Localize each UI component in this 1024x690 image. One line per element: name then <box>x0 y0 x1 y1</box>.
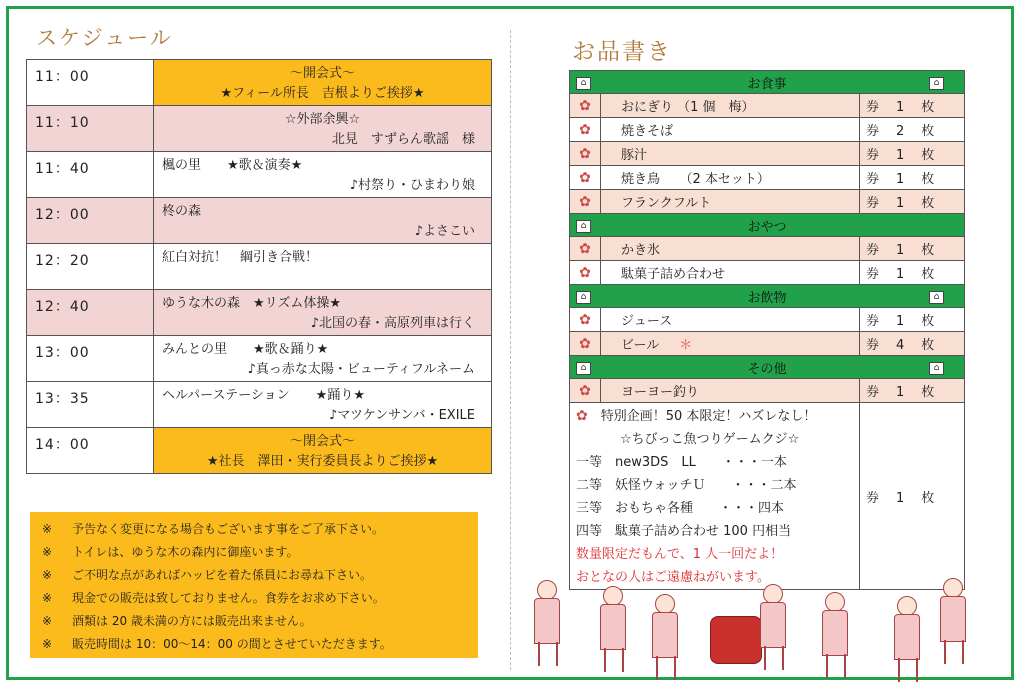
flower-icon-cell <box>570 190 601 214</box>
note-text: 予告なく変更になる場合もございます事をご了承下さい。 <box>72 522 385 536</box>
special-event-row <box>570 403 965 590</box>
note-mark: ※ <box>42 522 53 536</box>
note-item <box>42 564 478 587</box>
note-item <box>42 541 478 564</box>
flower-icon-cell <box>570 308 601 332</box>
category-icon: ⌂ <box>576 291 591 304</box>
flower-icon: ✿ <box>579 335 591 352</box>
note-mark: ※ <box>42 637 53 651</box>
flower-icon: ✿ <box>579 169 591 186</box>
note-item <box>42 633 478 656</box>
schedule-row <box>27 428 492 474</box>
prize-line: 三等 おもちゃ各種 ・・・四本 <box>576 501 785 516</box>
drum-icon <box>710 616 762 664</box>
schedule-time: 13：35 <box>27 382 154 428</box>
dancer-figure <box>650 594 678 684</box>
special-title: 特別企画！50 本限定！ハズレなし！ <box>600 409 817 424</box>
note-mark: ※ <box>42 568 53 582</box>
schedule-event <box>154 198 492 244</box>
menu-item-ticket: 券 1 枚 <box>860 94 965 118</box>
menu-item-ticket: 券 1 枚 <box>860 237 965 261</box>
flower-icon: ✿ <box>579 311 591 328</box>
event-title: 楓の里 ★歌＆演奏★ <box>162 158 303 173</box>
note-item <box>42 610 478 633</box>
schedule-time: 14：00 <box>27 428 154 474</box>
schedule-time: 12：20 <box>27 244 154 290</box>
schedule-row <box>27 290 492 336</box>
menu-item-row <box>570 166 965 190</box>
flower-icon-cell <box>570 261 601 285</box>
menu-item-ticket: 券 1 枚 <box>860 261 965 285</box>
item-name-text: 豚汁 <box>621 148 648 163</box>
flower-icon-cell <box>570 94 601 118</box>
schedule-time: 11：00 <box>27 60 154 106</box>
note-mark: ※ <box>42 591 53 605</box>
event-title: ゆうな木の森 ★リズム体操★ <box>162 296 342 311</box>
category-icon: ⌂ <box>929 291 944 304</box>
schedule-time: 13：00 <box>27 336 154 382</box>
menu-item-name <box>601 166 860 190</box>
alcohol-mark: ＊ <box>679 338 693 353</box>
category-icon: ⌂ <box>576 77 591 90</box>
schedule-event <box>154 106 492 152</box>
menu-category-row <box>570 356 965 379</box>
item-name-text: ジュース <box>621 314 673 329</box>
schedule-event <box>154 244 492 290</box>
category-title: お飲物 <box>747 290 787 306</box>
event-detail <box>162 268 483 288</box>
event-detail: ♪マツケンサンバ・EXILE <box>329 408 475 423</box>
event-title: ～閉会式～ <box>289 434 355 449</box>
schedule-time: 11：10 <box>27 106 154 152</box>
schedule-event <box>154 336 492 382</box>
note-item <box>42 587 478 610</box>
event-title: ～開会式～ <box>289 66 355 81</box>
category-icon: ⌂ <box>929 77 944 90</box>
note-item <box>42 518 478 541</box>
event-detail: 北見 すずらん歌謡 様 <box>331 132 475 147</box>
dancer-figure <box>892 596 920 686</box>
menu-table <box>569 70 965 590</box>
category-title: その他 <box>747 361 787 377</box>
schedule-heading: スケジュール <box>36 26 173 50</box>
menu-item-row <box>570 94 965 118</box>
flower-icon-cell <box>570 379 601 403</box>
flower-icon-cell <box>570 237 601 261</box>
schedule-event <box>154 382 492 428</box>
menu-category-row <box>570 214 965 237</box>
item-name-text: かき氷 <box>621 243 661 258</box>
menu-item-row <box>570 261 965 285</box>
flower-icon: ✿ <box>579 121 591 138</box>
prize-line: 四等 駄菓子詰め合わせ 100 円相当 <box>576 524 792 539</box>
menu-heading: お品書き <box>572 39 672 65</box>
schedule-row <box>27 382 492 428</box>
event-detail: ♪真っ赤な太陽・ビューティフルネーム <box>247 362 475 377</box>
event-detail: ♪北国の春・高原列車は行く <box>310 316 475 331</box>
event-detail: ♪よさこい <box>414 224 475 239</box>
menu-item-ticket: 券 1 枚 <box>860 190 965 214</box>
menu-category <box>570 356 965 379</box>
menu-item-name <box>601 118 860 142</box>
dancer-figure <box>820 592 848 682</box>
menu-item-row <box>570 332 965 356</box>
item-name-text: 駄菓子詰め合わせ <box>621 267 726 282</box>
menu-item-row <box>570 118 965 142</box>
dancers-illustration <box>520 572 980 682</box>
notes-box <box>30 512 478 658</box>
menu-item-row <box>570 237 965 261</box>
item-name-text: 焼きそば <box>621 124 674 139</box>
special-note: おとなの人はご遠慮ねがいます。 <box>576 570 770 585</box>
schedule-row <box>27 244 492 290</box>
flower-icon: ✿ <box>579 382 591 399</box>
schedule-row <box>27 198 492 244</box>
prize-line: 二等 妖怪ウォッチＵ ・・・二本 <box>576 478 797 493</box>
item-name-text: ビール <box>621 338 660 353</box>
note-text: 酒類は 20 歳未満の方には販売出来ません。 <box>72 614 312 628</box>
item-name-text: ヨーヨー釣り <box>621 385 700 400</box>
schedule-row <box>27 336 492 382</box>
menu-item-name <box>601 308 860 332</box>
flower-icon: ✿ <box>579 97 591 114</box>
prize-line: 一等 new3DS LL ・・・一本 <box>576 455 787 470</box>
menu-item-name <box>601 261 860 285</box>
menu-item-name <box>601 94 860 118</box>
event-detail: ★フィール所長 吉根よりご挨拶★ <box>220 86 425 101</box>
category-icon: ⌂ <box>576 362 591 375</box>
schedule-row <box>27 152 492 198</box>
menu-item-name <box>601 379 860 403</box>
center-divider <box>510 30 511 670</box>
flower-icon: ✿ <box>579 145 591 162</box>
event-title: みんとの里 ★歌＆踊り★ <box>162 342 329 357</box>
menu-category <box>570 71 965 94</box>
schedule-row <box>27 106 492 152</box>
menu-item-name <box>601 190 860 214</box>
schedule-time: 12：40 <box>27 290 154 336</box>
dancer-figure <box>938 578 966 668</box>
special-note: 数量限定だもんで、1 人一回だよ！ <box>576 547 784 562</box>
category-title: おやつ <box>747 219 787 235</box>
flower-icon: ✿ <box>579 240 591 257</box>
flower-icon: ✿ <box>576 408 588 424</box>
special-ticket: 券 1 枚 <box>860 403 965 590</box>
schedule-event <box>154 290 492 336</box>
menu-category <box>570 214 965 237</box>
menu-item-name <box>601 332 860 356</box>
menu-item-ticket: 券 1 枚 <box>860 142 965 166</box>
flower-icon-cell <box>570 332 601 356</box>
menu-item-name <box>601 142 860 166</box>
schedule-time: 11：40 <box>27 152 154 198</box>
note-mark: ※ <box>42 614 53 628</box>
event-title: 紅白対抗！ 綱引き合戦！ <box>162 250 319 265</box>
note-mark: ※ <box>42 545 53 559</box>
note-text: ご不明な点があればハッピを着た係員にお尋ね下さい。 <box>72 568 373 582</box>
schedule-table <box>26 59 492 474</box>
menu-item-ticket: 券 1 枚 <box>860 379 965 403</box>
flower-icon-cell <box>570 118 601 142</box>
schedule-row <box>27 60 492 106</box>
dancer-figure <box>598 586 626 676</box>
menu-item-row <box>570 142 965 166</box>
menu-item-ticket: 券 4 枚 <box>860 332 965 356</box>
dancer-figure <box>758 584 786 674</box>
menu-item-row <box>570 308 965 332</box>
menu-item-ticket: 券 2 枚 <box>860 118 965 142</box>
menu-item-ticket: 券 1 枚 <box>860 166 965 190</box>
note-text: トイレは、ゆうな木の森内に御座います。 <box>72 545 299 559</box>
item-name-text: フランクフルト <box>621 196 712 211</box>
menu-item-row <box>570 379 965 403</box>
menu-item-name <box>601 237 860 261</box>
menu-item-ticket: 券 1 枚 <box>860 308 965 332</box>
item-name-text: おにぎり （1 個 梅） <box>621 100 755 115</box>
schedule-event <box>154 60 492 106</box>
category-icon: ⌂ <box>929 362 944 375</box>
menu-category-row <box>570 71 965 94</box>
dancer-figure <box>532 580 560 670</box>
category-title: お食事 <box>747 76 787 92</box>
schedule-event <box>154 428 492 474</box>
menu-category-row <box>570 285 965 308</box>
menu-category <box>570 285 965 308</box>
flower-icon-cell <box>570 142 601 166</box>
note-text: 販売時間は 10：00～14：00 の間とさせていただきます。 <box>72 637 392 651</box>
menu-item-row <box>570 190 965 214</box>
schedule-time: 12：00 <box>27 198 154 244</box>
event-title: 柊の森 <box>162 204 202 219</box>
event-detail: ♪村祭り・ひまわり娘 <box>349 178 475 193</box>
schedule-event <box>154 152 492 198</box>
flower-icon-cell <box>570 166 601 190</box>
event-detail: ★社長 澤田・実行委員長よりご挨拶★ <box>206 454 439 469</box>
special-subtitle: ☆ちびっこ魚つりゲームクジ☆ <box>620 432 800 447</box>
item-name-text: 焼き鳥 （2 本セット） <box>621 172 770 187</box>
flower-icon: ✿ <box>579 193 591 210</box>
event-title: ヘルパーステーション ★踊り★ <box>162 388 365 403</box>
note-text: 現金での販売は致しておりません。食券をお求め下さい。 <box>72 591 385 605</box>
event-title: ☆外部余興☆ <box>284 112 361 127</box>
special-event <box>570 403 860 590</box>
flower-icon: ✿ <box>579 264 591 281</box>
category-icon: ⌂ <box>576 220 591 233</box>
